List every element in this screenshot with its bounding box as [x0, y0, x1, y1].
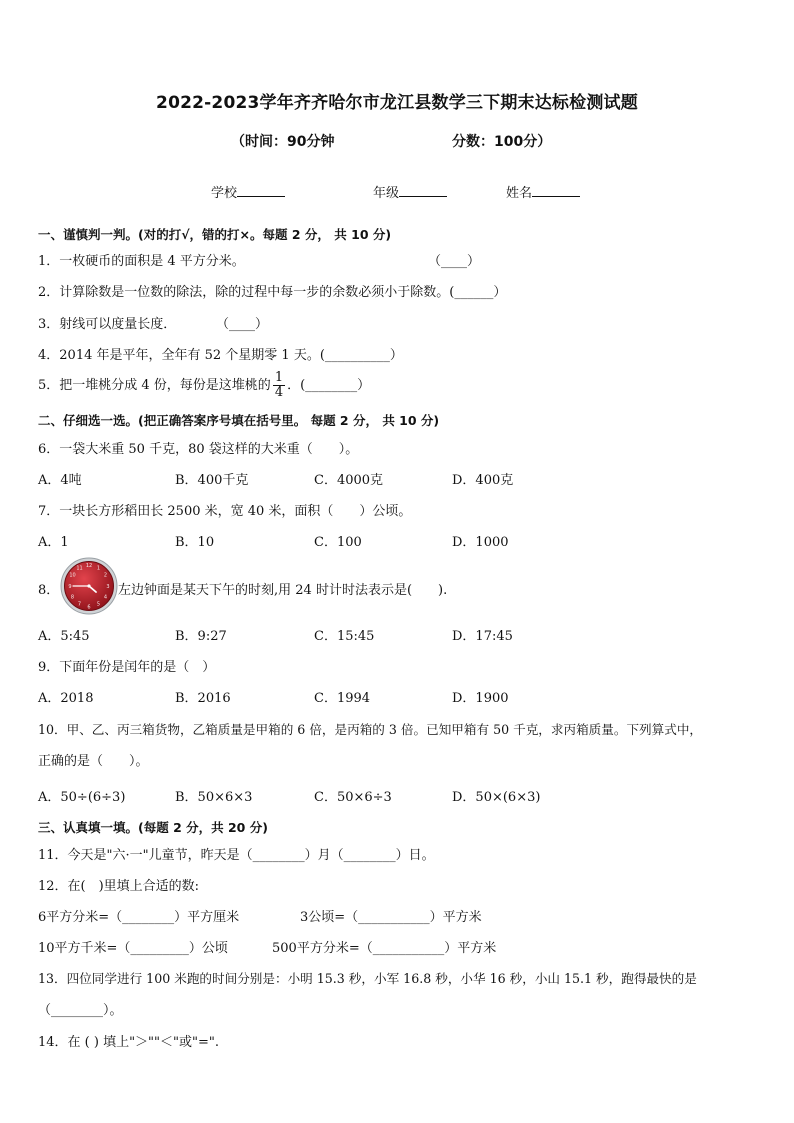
exam-time: （时间：90分钟	[231, 134, 335, 150]
question-4: 4．2014 年是平年，全年有 52 个星期零 1 天。(__________）	[38, 348, 403, 363]
q10-option-a[interactable]: A．50÷(6÷3)	[38, 790, 126, 805]
name-field	[506, 182, 580, 201]
question-12: 12．在( )里填上合适的数:	[38, 879, 200, 894]
name-blank	[532, 184, 580, 197]
question-6: 6．一袋大米重 50 千克，80 袋这样的大米重（ ）。	[38, 442, 359, 457]
q7-option-d[interactable]: D．1000	[452, 535, 509, 550]
question-8-number: 8．	[38, 583, 60, 598]
svg-text:10: 10	[69, 572, 76, 579]
question-1: 1．一枚硬币的面积是 4 平方分米。	[38, 254, 245, 269]
q7-option-a[interactable]: A．1	[38, 535, 69, 550]
question-12-c: 10平方千米=（_________）公顷	[38, 941, 228, 956]
svg-text:6: 6	[87, 604, 91, 611]
svg-text:2: 2	[103, 572, 108, 579]
q6-option-c[interactable]: C．4000克	[314, 473, 384, 488]
grade-label: 年级	[373, 186, 400, 201]
q6-option-d[interactable]: D．400克	[452, 473, 514, 488]
question-5-blank: ．(________）	[287, 378, 371, 393]
q8-option-a[interactable]: A．5:45	[38, 629, 90, 644]
question-5	[38, 371, 370, 400]
section3-heading: 三、认真填一填。(每题 2 分，共 20 分)	[38, 820, 268, 835]
q10-option-b[interactable]: B．50×6×3	[175, 790, 253, 805]
grade-blank	[399, 184, 447, 197]
question-2: 2．计算除数是一位数的除法，除的过程中每一步的余数必须小于除数。(______）	[38, 285, 507, 300]
question-12-d: 500平方分米=（___________）平方米	[272, 941, 497, 956]
svg-text:1: 1	[96, 565, 101, 572]
svg-text:3: 3	[106, 583, 110, 590]
q8-option-b[interactable]: B．9:27	[175, 629, 227, 644]
question-10-line2: 正确的是（ ）。	[38, 754, 149, 769]
svg-text:5: 5	[96, 601, 101, 608]
svg-text:8: 8	[70, 594, 75, 601]
question-8: 左边钟面是某天下午的时刻,用 24 时计时法表示是( ).	[118, 583, 448, 598]
question-13-line2: （________）。	[38, 1003, 123, 1018]
question-9: 9．下面年份是闰年的是（ ）	[38, 660, 216, 675]
q9-option-a[interactable]: A．2018	[38, 691, 94, 706]
school-blank	[237, 184, 285, 197]
fraction-one-quarter	[273, 371, 285, 400]
question-11: 11．今天是"六·一"儿童节，昨天是（________）月（________）日。	[38, 848, 435, 863]
question-7: 7．一块长方形稻田长 2500 米，宽 40 米，面积（ ）公顷。	[38, 504, 412, 519]
question-10-line1: 10．甲、乙、丙三箱货物，乙箱质量是甲箱的 6 倍，是丙箱的 3 倍。已知甲箱有 50 千克，求丙箱质量。下列算式中，	[38, 722, 703, 737]
q7-option-b[interactable]: B．10	[175, 535, 215, 550]
svg-text:4: 4	[103, 594, 108, 601]
exam-score: 分数：100分）	[452, 134, 552, 150]
grade-field	[373, 182, 447, 201]
question-3-blank: （____）	[216, 317, 269, 332]
question-12-a: 6平方分米=（________）平方厘米	[38, 910, 240, 925]
q8-option-d[interactable]: D．17:45	[452, 629, 513, 644]
q10-option-c[interactable]: C．50×6÷3	[314, 790, 392, 805]
q9-option-d[interactable]: D．1900	[452, 691, 509, 706]
clock-icon	[60, 557, 118, 615]
q7-option-c[interactable]: C．100	[314, 535, 362, 550]
question-14: 14．在 ( ) 填上"＞""＜"或"=".	[38, 1035, 219, 1050]
page-title: 2022-2023学年齐齐哈尔市龙江县数学三下期末达标检测试题	[156, 93, 638, 113]
question-13-line1: 13．四位同学进行 100 米跑的时间分别是：小明 15.3 秒，小军 16.8 秒，小华 16 秒，小山 15.1 秒，跑得最快的是	[38, 971, 697, 986]
q9-option-c[interactable]: C．1994	[314, 691, 371, 706]
q6-option-a[interactable]: A．4吨	[38, 473, 82, 488]
q6-option-b[interactable]: B．400千克	[175, 473, 249, 488]
fraction-denominator: 4	[274, 385, 284, 400]
name-label: 姓名	[506, 186, 533, 201]
fraction-numerator: 1	[274, 370, 284, 385]
school-label: 学校	[211, 186, 238, 201]
question-3: 3．射线可以度量长度．	[38, 317, 177, 332]
q9-option-b[interactable]: B．2016	[175, 691, 231, 706]
q10-option-d[interactable]: D．50×(6×3)	[452, 790, 541, 805]
question-12-b: 3公顷=（___________）平方米	[300, 910, 482, 925]
svg-text:12: 12	[85, 563, 93, 569]
section1-heading: 一、谨慎判一判。(对的打√，错的打×。每题 2 分， 共 10 分)	[38, 227, 392, 242]
question-5-text: 5．把一堆桃分成 4 份，每份是这堆桃的	[38, 378, 271, 393]
school-field	[211, 182, 285, 201]
section2-heading: 二、仔细选一选。(把正确答案序号填在括号里。 每题 2 分， 共 10 分)	[38, 413, 440, 428]
question-1-blank: （____）	[428, 254, 481, 269]
svg-text:7: 7	[77, 601, 82, 608]
svg-text:11: 11	[76, 565, 83, 572]
svg-text:9: 9	[68, 583, 72, 590]
q8-option-c[interactable]: C．15:45	[314, 629, 375, 644]
